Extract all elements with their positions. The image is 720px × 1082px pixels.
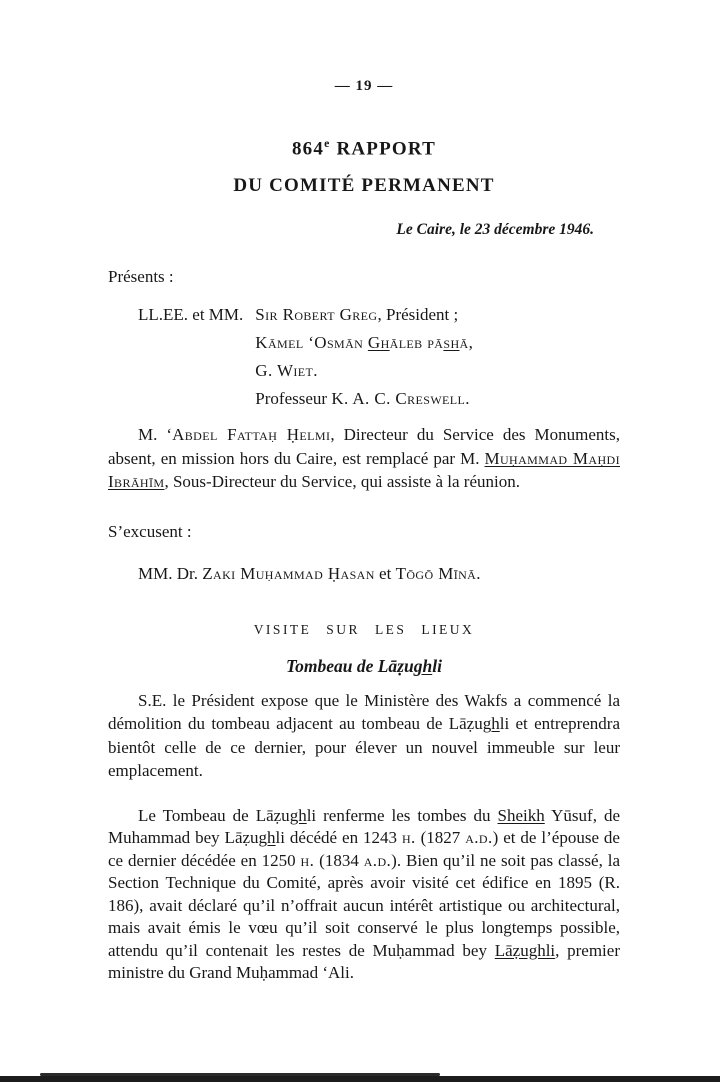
paragraph-2: Le Tombeau de Lāẓughli renferme les tombes du Sheikh Yūsuf, de Muhammad bey Lāẓughli décédé en 1243 h. (1827 a.d.) et de l’épouse de ce dernier décédée en 1250 h. (1834 a.d.). Bien qu’il ne soit pas classé, la Section Technique du Comité, après avoir visité cet édifice en 1895 (R. 186), avait déclaré qu’il n’offrait aucun intérêt artistique ou architectural, mais avait émis le vœu qu’il soit conservé le plus longtemps possible, attendu qu’il contenait les restes de Muḥammad bey Lāẓughli, premier ministre du Grand Muḥammad ‘Ali. — [108, 805, 621, 983]
dateline: Le Caire, le 23 décembre 1946. — [396, 221, 594, 239]
excused-members: MM. Dr. Zaki Muḥammad Ḥasan et Tōgō Mīnā. — [138, 563, 481, 583]
scan-edge-artifact — [0, 1076, 720, 1082]
presents-label: Présents : — [108, 267, 174, 287]
excuses-label: S’excusent : — [108, 521, 192, 541]
report-title-line1: 864e RAPPORT — [291, 137, 437, 160]
scan-edge-artifact — [40, 1073, 440, 1076]
paragraph-1: S.E. le Président expose que le Ministère des Wakfs a commencé la démolition du tombeau adjacent au tombeau de Lāẓughli et entreprendra bientôt celle de ce dernier, pour élever un nouvel immeuble sur leur emplacement. — [108, 690, 620, 781]
section-heading: VISITE SUR LES LIEUX — [253, 621, 475, 637]
report-title-line2: DU COMITÉ PERMANENT — [233, 175, 495, 197]
attendee-row: Kāmel ‘Osmān Ghāleb pāshā, — [255, 333, 473, 353]
paragraph-helmi: M. ‘Abdel Fattaḥ Ḥelmi, Directeur du Service des Monuments, absent, en mission hors du Caire, est remplacé par M. Muḥammad Maḥdi Ibrāhīm, Sous-Directeur du Service, qui assiste à la réunion. — [108, 425, 621, 492]
page-number: — 19 — — [334, 78, 394, 94]
attendees-list — [108, 301, 620, 413]
attendees-names — [255, 301, 473, 413]
attendee-row: Professeur K. A. C. Creswell. — [255, 389, 470, 409]
attendee-row: Sir Robert Greg, Président ; — [255, 305, 459, 325]
attendee-row: G. Wiet. — [255, 361, 318, 381]
attendees-prefix: LL.EE. et MM. — [138, 305, 244, 325]
subsection-heading: Tombeau de Lāẓughli — [286, 655, 442, 676]
